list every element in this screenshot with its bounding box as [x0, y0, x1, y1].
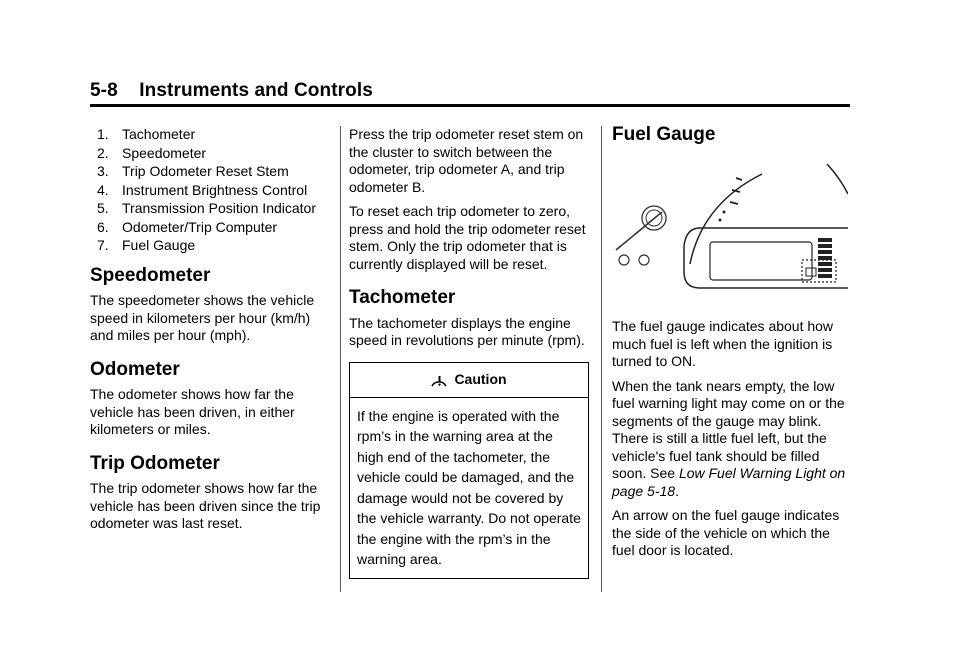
odometer-body: The odometer shows how far the vehicle has been driven, in either kilometers or miles. [90, 386, 295, 437]
column-divider [601, 126, 602, 592]
caution-body: If the engine is operated with the rpm’s in the warning area at the high end of the tachometer, the vehicle could be damaged, and the damage would not be covered by the vehicle warranty. Do not operate the engine with the rpm’s in the warning area. [357, 407, 581, 567]
odometer-heading: Odometer [90, 358, 180, 380]
fuel-gauge-para-2: When the tank nears empty, the low fuel warning light may come on or the segments of the gauge may blink. There is still a little fuel left, but the vehicle's fuel tank should be filled soon. See Low Fuel Warning Light on page 5-18. [612, 377, 846, 499]
column-2 [349, 126, 589, 579]
header-rule [90, 104, 850, 107]
list-item: 1. Tachometer [97, 126, 196, 142]
fuel-gauge-illustration [612, 164, 848, 298]
page-header-title [90, 80, 850, 102]
tachometer-body: The tachometer displays the engine speed in revolutions per minute (rpm). [349, 314, 585, 348]
list-item: 4. Instrument Brightness Control [97, 181, 308, 198]
page-number: 5-8 [90, 80, 118, 101]
fuel-gauge-para-3: An arrow on the fuel gauge indicates the side of the vehicle on which the fuel door is located. [612, 507, 840, 558]
column-1 [90, 126, 332, 540]
trip-zero-paragraph: To reset each trip odometer to zero, press and hold the trip odometer reset stem. Only the trip odometer that is currently displayed will be reset. [349, 203, 586, 272]
caution-box [349, 362, 589, 579]
callout-list [90, 126, 332, 255]
list-item: 3. Trip Odometer Reset Stem [97, 163, 289, 179]
trip-odometer-heading: Trip Odometer [90, 452, 220, 474]
column-3 [612, 126, 852, 567]
cross-reference-link: Low Fuel Warning Light on page 5-18 [612, 465, 846, 499]
list-item: 7. Fuel Gauge [97, 237, 196, 253]
page-header [90, 80, 850, 102]
fuel-gauge-heading: Fuel Gauge [612, 124, 716, 145]
speedometer-body: The speedometer shows the vehicle speed in kilometers per hour (km/h) and miles per hour (mph). [90, 292, 315, 343]
trip-odometer-body: The trip odometer shows how far the vehicle has been driven since the trip odometer was last reset. [90, 480, 321, 531]
fuel-gauge-para-1: The fuel gauge indicates about how much fuel is left when the ignition is turned to ON. [612, 318, 834, 369]
column-divider [340, 126, 341, 592]
speedometer-heading: Speedometer [90, 264, 211, 286]
caution-header [350, 363, 588, 397]
section-title: Instruments and Controls [139, 80, 373, 101]
caution-icon [431, 372, 448, 388]
tachometer-heading: Tachometer [349, 287, 456, 308]
list-item: 5. Transmission Position Indicator [97, 200, 317, 216]
list-item: 2. Speedometer [97, 144, 207, 161]
trip-reset-paragraph: Press the trip odometer reset stem on the cluster to switch between the odometer, trip odometer A, and trip odometer B. [349, 126, 584, 195]
caution-label: Caution [454, 370, 507, 387]
list-item: 6. Odometer/Trip Computer [97, 218, 278, 235]
